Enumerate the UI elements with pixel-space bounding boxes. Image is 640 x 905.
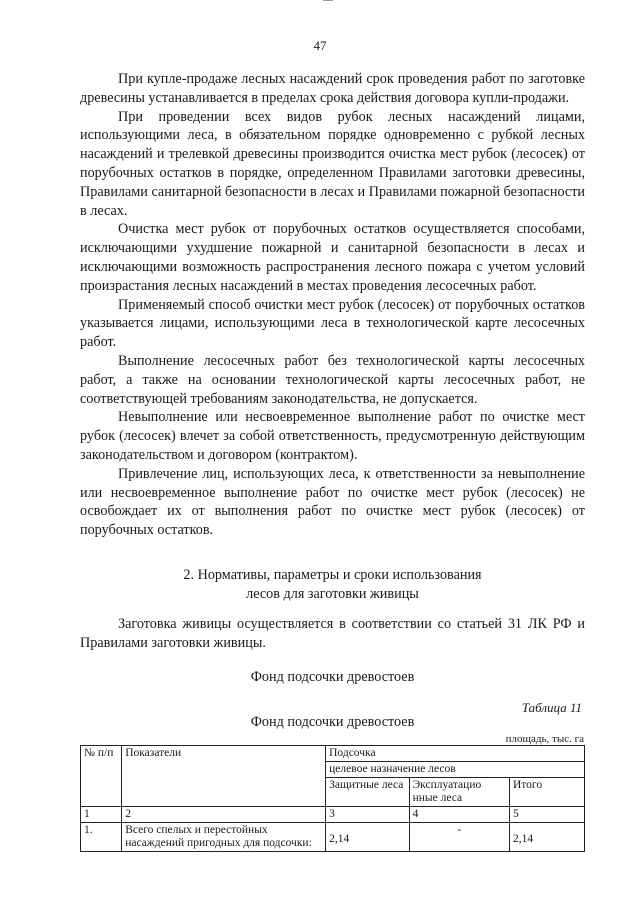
- header-subgroup: целевое назначение лесов: [326, 762, 585, 778]
- column-number: 2: [122, 807, 326, 823]
- row-indicator: Всего спелых и перестойных насаждений пригодных для подсочки:: [122, 823, 326, 852]
- paragraph: Привлечение лиц, использующих леса, к ответственности за невыполнение или несвоевременное выполнение работ по очистке мест рубок (лесосек) не освобождает их от выполнения работ по очистке мест рубок (лесосек) от порубочных остатков.: [80, 465, 585, 539]
- table-label: Таблица 11: [521, 700, 582, 715]
- table-header-row: [81, 746, 585, 762]
- column-number: 4: [409, 807, 509, 823]
- header-exploitation: Эксплуатацио нные леса: [409, 778, 509, 807]
- table-units: площадь, тыс. га: [505, 733, 584, 745]
- section-heading: [80, 566, 585, 604]
- table-row: [81, 823, 585, 852]
- row-total: 2,14: [509, 823, 584, 852]
- section-heading-line1: 2. Нормативы, параметры и сроки использования: [183, 567, 482, 583]
- paragraph: При проведении всех видов рубок лесных насаждений лицами, использующими леса, в обязательном порядке одновременно с рубкой лесных насаждений и трелевкой древесины производится очистка мест рубок (лесосек) от порубочных остатков в порядке, определенном Правилами заготовки древесины, Правилами санитарной безопасности в лесах и Правилами пожарной безопасности в лесах.: [80, 108, 585, 219]
- row-num: 1.: [81, 823, 122, 852]
- column-number: 3: [326, 807, 409, 823]
- row-exploitation: -: [409, 823, 509, 852]
- paragraph: Очистка мест рубок от порубочных остатков осуществляется способами, исключающими ухудшение пожарной и санитарной безопасности в лесах и исключающими возможность распространения лесного пожара с учетом условий произрастания лесных насаждений в местах проведения лесосечных работ.: [80, 221, 585, 294]
- paragraph: Применяемый способ очистки мест рубок (лесосек) от порубочных остатков указывается лицами, использующими леса в технологической карте лесосечных работ.: [80, 296, 585, 351]
- header-indicator: Показатели: [122, 746, 326, 807]
- paragraph: При купле-продаже лесных насаждений срок проведения работ по заготовке древесины устанавливается в пределах срока действия договора купли-продажи.: [80, 71, 585, 106]
- header-total: Итого: [509, 778, 584, 807]
- section-intro: Заготовка живицы осуществляется в соответствии со статьей 31 ЛК РФ и Правилами заготовки живицы.: [80, 616, 585, 651]
- header-group: Подсочка: [326, 746, 585, 762]
- table-column-numbers: [81, 807, 585, 823]
- body-text: [80, 70, 585, 540]
- data-table: [80, 745, 585, 852]
- scan-mark: [323, 0, 333, 1]
- fund-subheading: Фонд подсочки древостоев: [250, 669, 415, 685]
- page-number: 47: [313, 38, 327, 53]
- paragraph: Выполнение лесосечных работ без технологической карты лесосечных работ, а также на основании технологической карты лесосечных работ, не соответствующей требованиям законодательства, не допускается.: [80, 352, 585, 407]
- table-title: Фонд подсочки древостоев: [250, 714, 415, 730]
- paragraph: Невыполнение или несвоевременное выполнение работ по очистке мест рубок (лесосек) влечет за собой ответственность, предусмотренную действующим законодательством и договором (контрактом).: [80, 409, 585, 463]
- column-number: 5: [509, 807, 584, 823]
- column-number: 1: [81, 807, 122, 823]
- header-protective: Защитные леса: [326, 778, 409, 807]
- section-heading-line2: лесов для заготовки живицы: [246, 585, 419, 602]
- row-protective: 2,14: [326, 823, 409, 852]
- header-num: № п/п: [81, 746, 122, 807]
